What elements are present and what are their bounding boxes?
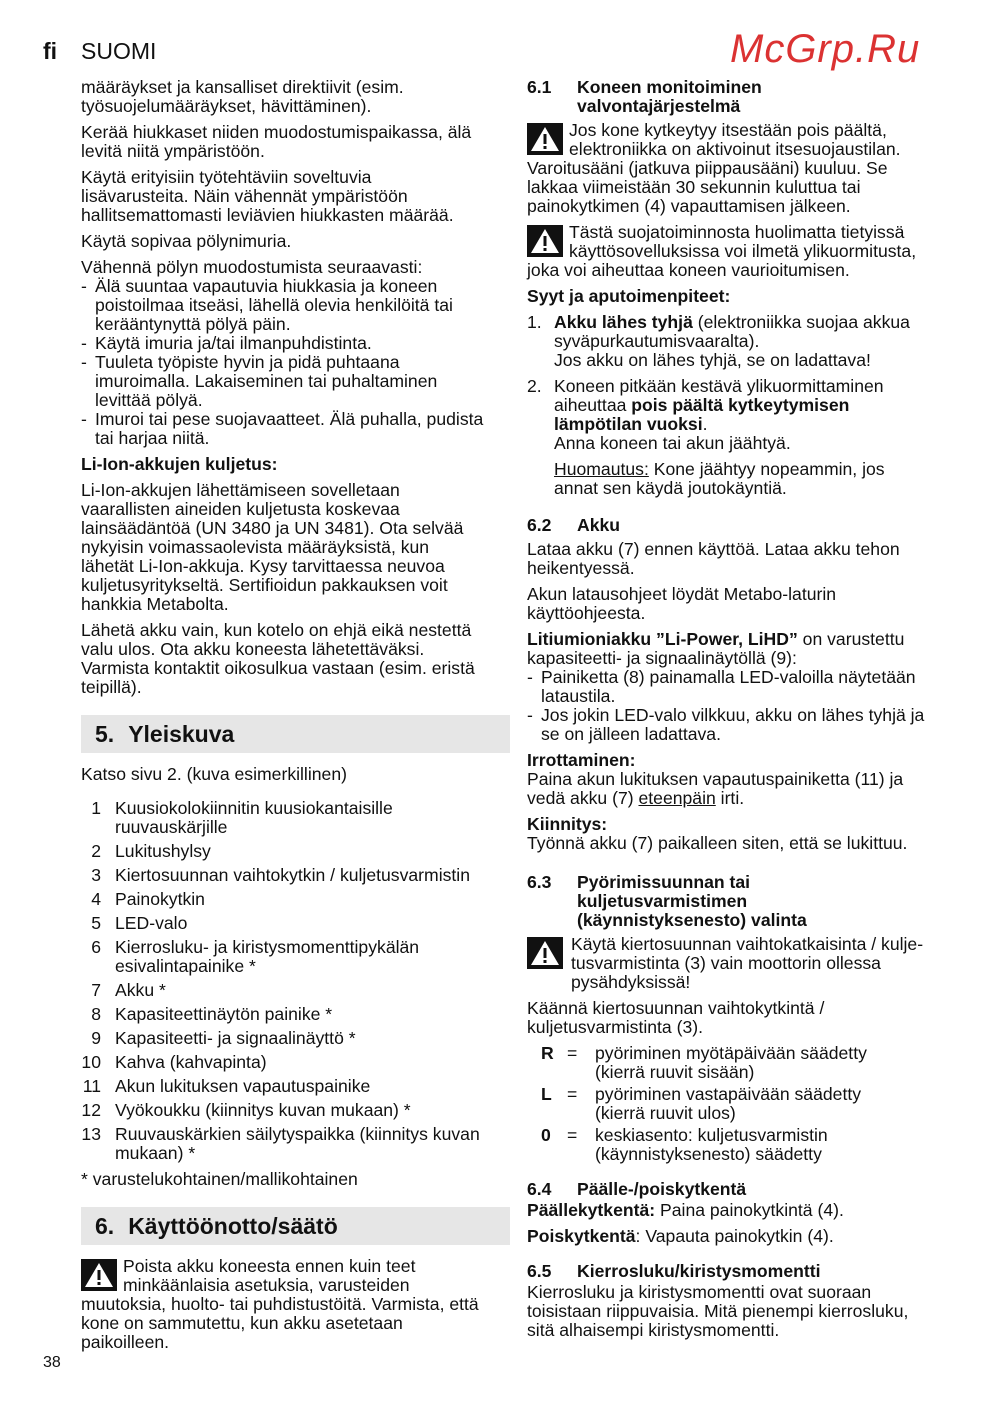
section-6-5-heading: 6.5 Kierrosluku/kiristysmomentti: [527, 1261, 821, 1281]
paragraph: Paina akun lukituksen vapautuspainiketta (11) ja vedä akku (7) eteenpäin irti.: [527, 769, 904, 808]
left-column: [81, 78, 506, 1359]
parts-list-item: 8 Kapasiteettinäytön painike *: [91, 1004, 333, 1024]
warning-icon: [527, 937, 563, 969]
dust-list: [81, 277, 506, 448]
section-6-2-heading: 6.2 Akku: [527, 515, 621, 535]
parts-list-item: 2 Lukitushylsy: [91, 841, 211, 861]
position-item: R = pyöriminen myötäpäivään säädetty (kierrä ruuvit sisään): [541, 1043, 867, 1082]
paragraph: Akun latausohjeet löydät Metabo-laturin käyttöohjeesta.: [527, 584, 837, 623]
paragraph: Katso sivu 2. (kuva esimerkillinen): [81, 764, 347, 784]
right-column: [527, 78, 952, 1347]
watermark-logo: McGrp.Ru: [730, 27, 921, 71]
paragraph: Poiskytkentä: Vapauta painokytkin (4).: [527, 1226, 834, 1246]
list-item: 2. Koneen pitkään kestävä ylikuormittaminen aiheuttaa pois päältä kytkeytymisen lämpötilan vuoksi. Anna koneen tai akun jäähtyä. Huomautus: Kone jäähtyy nopeammin, jos annat sen käydä joutokäyntiä.: [527, 376, 885, 498]
section-6-3-heading: 6.3 Pyörimissuunnan tai kuljetusvarmistimen (käynnistyksenesto) valinta: [527, 872, 807, 930]
paragraph: Lähetä akku vain, kun kotelo on ehjä eikä nestettä valu ulos. Ota akku koneesta lähetettäväksi. Varmista kontaktit oikosulkua vastaan (esim. eristä teipillä).: [81, 620, 475, 697]
parts-list-item: 5 LED-valo: [91, 913, 188, 933]
paragraph: Vähennä pölyn muodostumista seuraavasti:: [81, 257, 423, 277]
list-item: - Älä suuntaa vapautuvia hiukkasia ja koneen poistoilmaa itseäsi, lähellä olevia henkilöitä tai kerääntynyttä pölyä päin.: [81, 276, 453, 334]
parts-list-item: 9 Kapasiteetti- ja signaalinäyttö *: [91, 1028, 356, 1048]
list-item: - Painiketta (8) painamalla LED-valoilla näytetään lataustila.: [527, 667, 916, 706]
warning-text: Jos kone kytkeytyy itsestään pois päältä, elektroniikka on aktivoinut itsesuojaustilan. Varoitusääni (jatkuva piippausääni) kuuluu. Se lakkaa viimeistään 30 sekunnin kuluttua tai painokytkimen (4) vapauttamisen jälkeen.: [527, 120, 901, 216]
attach-heading: Kiinnitys:: [527, 814, 608, 834]
paragraph: määräykset ja kansalliset direktiivit (esim. työsuojelumääräykset, hävittäminen).: [81, 77, 404, 116]
footnote: * varustelukohtainen/mallikohtainen: [81, 1169, 358, 1189]
parts-list-item: 4 Painokytkin: [91, 889, 205, 909]
parts-list-item: 11 Akun lukituksen vapautuspainike: [82, 1076, 371, 1096]
remove-heading: Irrottaminen:: [527, 750, 636, 770]
paragraph: Käytä sopivaa pölynimuria.: [81, 231, 292, 251]
paragraph: Litiumioniakku ”Li-Power, LiHD” on varustettu kapasiteetti- ja signaalinäytöllä (9):: [527, 629, 905, 668]
causes-heading: Syyt ja aputoimenpiteet:: [527, 286, 731, 306]
section-5-heading: 5. Yleiskuva: [81, 715, 510, 753]
parts-list-item: 3 Kiertosuunnan vaihtokytkin / kuljetusvarmistin: [91, 865, 470, 885]
paragraph: Kerää hiukkaset niiden muodostumispaikassa, älä levitä niitä ympäristöön.: [81, 122, 472, 161]
paragraph: Käytä erityisiin työtehtäviin soveltuvia lisävarusteita. Näin vähennät ympäristöön hallitsemattomasti leviävien hiukkasten määrää.: [81, 167, 454, 225]
list-item: - Tuuleta työpiste hyvin ja pidä puhtaana imuroimalla. Lakaiseminen tai puhaltaminen levittää pölyä.: [81, 352, 438, 410]
causes-list: [527, 313, 952, 498]
paragraph: Käännä kiertosuunnan vaihtokytkintä / kuljetusvarmistinta (3).: [527, 998, 825, 1037]
parts-list: [81, 799, 506, 1163]
position-item: L = pyöriminen vastapäivään säädetty (kierrä ruuvit ulos): [541, 1084, 862, 1123]
paragraph: Päällekytkentä: Paina painokytkintä (4).: [527, 1200, 844, 1220]
section-6-4-heading: 6.4 Päälle-/poiskytkentä: [527, 1179, 747, 1199]
paragraph: Työnnä akku (7) paikalleen siten, että se lukittuu.: [527, 833, 908, 853]
list-item: - Imuroi tai pese suojavaatteet. Älä puhalla, pudista tai harjaa niitä.: [81, 409, 484, 448]
parts-list-item: 13 Ruuvauskärkien säilytyspaikka (kiinnitys kuvan mukaan) *: [81, 1124, 480, 1163]
list-item: 1. Akku lähes tyhjä (elektroniikka suojaa akkua syväpurkautumisvaaralta). Jos akku on lähes tyhjä, se on ladattava!: [527, 312, 910, 370]
warning-icon: [81, 1259, 117, 1291]
language-code: fi: [43, 38, 58, 64]
list-item: - Jos jokin LED-valo vilkkuu, akku on lähes tyhjä ja se on jälleen ladattava.: [527, 705, 925, 744]
section-6-1-heading: 6.1 Koneen monitoiminen valvontajärjestelmä: [527, 77, 762, 116]
battery-list: [527, 668, 952, 744]
paragraph: Kierrosluku ja kiristysmomentti ovat suoraan toisistaan riippuvaisia. Mitä pienempi kierrosluku, sitä alhaisempi kiristysmomentti.: [527, 1282, 909, 1340]
parts-list-item: 10 Kahva (kahvapinta): [81, 1052, 267, 1072]
paragraph: Li-Ion-akkujen lähettämiseen sovelletaan vaarallisten aineiden kuljetusta koskevaa lainsäädäntöä (UN 3480 ja UN 3481). Ota selvää nykyisin voimassaolevista määräyksistä, kun lähetät Li-Ion-akkuja. Kysy tarvittaessa neuvoa kuljetusyritykseltä. Sertifioidun pakkauksen voit hankkia Metabolta.: [81, 480, 464, 614]
parts-list-item: 7 Akku *: [91, 980, 166, 1000]
warning-text: Käytä kiertosuunnan vaihtokatkaisinta / kulje- tusvarmistinta (3) vain moottorin ollessa pysähdyksissä!: [571, 934, 924, 992]
page-number: 38: [43, 1354, 61, 1371]
liion-heading: Li-Ion-akkujen kuljetus:: [81, 454, 278, 474]
warning-text: Poista akku koneesta ennen kuin teet minkäänlaisia asetuksia, varusteiden muutoksia, huolto- tai puhdistustöitä. Varmista, että kone on sammutettu, kun akku asetetaan paikoilleen.: [81, 1256, 479, 1352]
warning-text: Tästä suojatoiminnosta huolimatta tietyissä käyttösovelluksissa voi ilmetä ylikuormitusta, joka voi aiheuttaa koneen vaurioitumisen.: [527, 222, 917, 280]
language-name: SUOMI: [81, 38, 157, 64]
paragraph: Lataa akku (7) ennen käyttöä. Lataa akku tehon heikentyessä.: [527, 539, 900, 578]
section-6-heading: 6. Käyttöönotto/säätö: [81, 1207, 510, 1245]
list-item: - Käytä imuria ja/tai ilmanpuhdistinta.: [81, 333, 372, 353]
parts-list-item: 6 Kierrosluku- ja kiristysmomenttipykälän esivalintapainike *: [91, 937, 420, 976]
parts-list-item: 12 Vyökoukku (kiinnitys kuvan mukaan) *: [81, 1100, 411, 1120]
warning-icon: [527, 123, 563, 155]
parts-list-item: 1 Kuusiokolokiinnitin kuusiokantaisille ruuvauskärjille: [91, 798, 393, 837]
position-item: 0 = keskiasento: kuljetusvarmistin (käynnistyksenesto) säädetty: [541, 1125, 828, 1164]
positions-list: [527, 1044, 952, 1164]
warning-icon: [527, 225, 563, 257]
